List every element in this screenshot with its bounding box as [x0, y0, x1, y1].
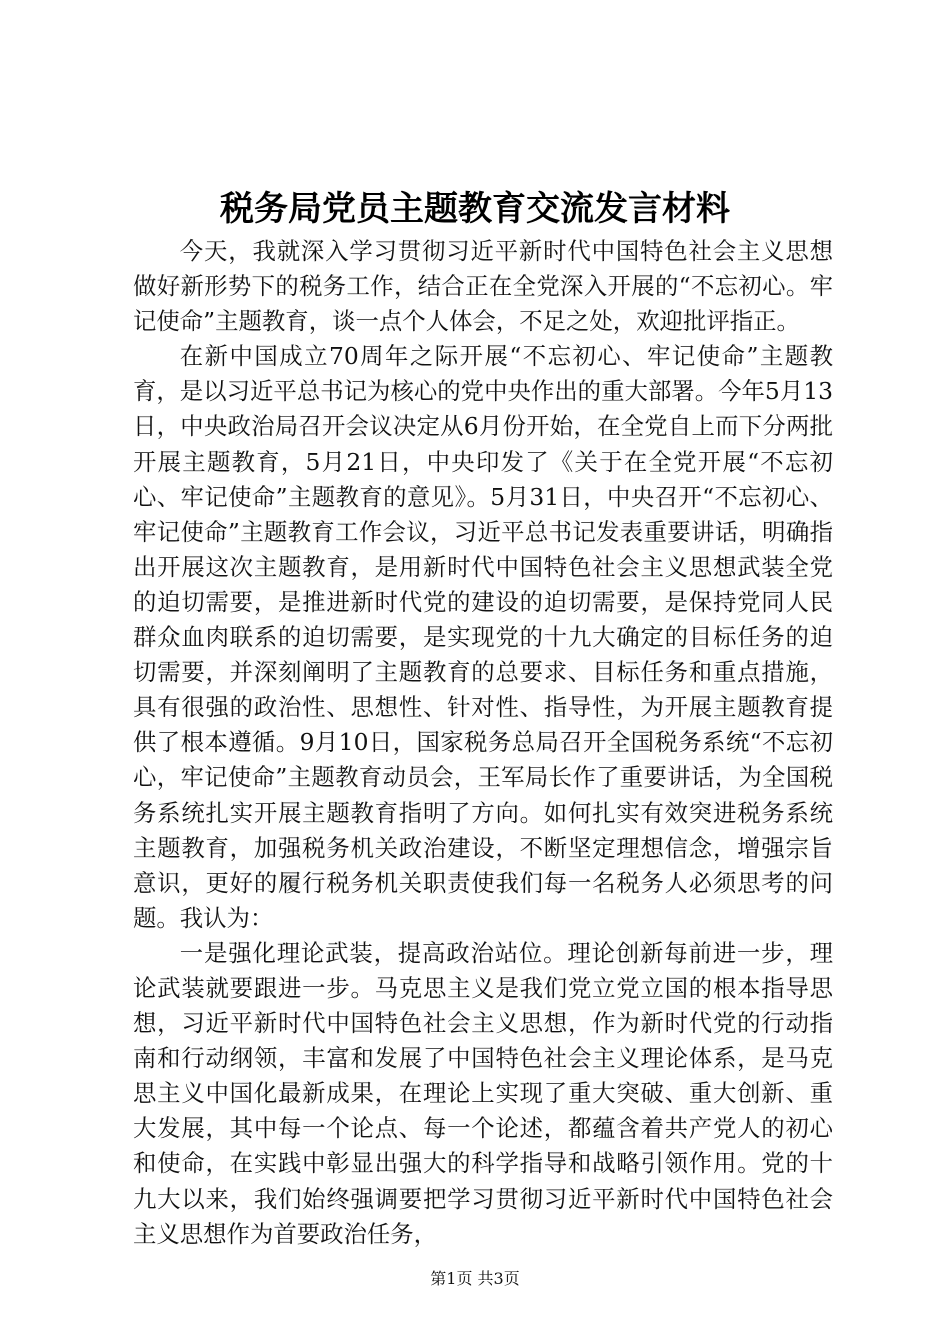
paragraph-point-one: 一是强化理论武装，提高政治站位。理论创新每前进一步，理论武装就要跟进一步。马克思主义是我们党立党立国的根本指导思想，习近平新时代中国特色社会主义思想，作为新时代党的行动指南和行动纲领，丰富和发展了中国特色社会主义理论体系，是马克思主义中国化最新成果，在理论上实现了重大突破、重大创新、重大发展，其中每一个论点、每一个论述，都蕴含着共产党人的初心和使命，在实践中彰显出强大的科学指导和战略引领作用。党的十九大以来，我们始终强调要把学习贯彻习近平新时代中国特色社会主义思想作为首要政治任务，: [133, 938, 833, 1248]
document-body: [133, 234, 833, 1252]
paragraph-background: 在新中国成立70周年之际开展“不忘初心、牢记使命”主题教育，是以习近平总书记为核心的党中央作出的重大部署。今年5月13日，中央政治局召开会议决定从6月份开始，在全党自上而下分两批开展主题教育，5月21日，中央印发了《关于在全党开展“不忘初心、牢记使命”主题教育的意见》。5月31日，中央召开“不忘初心、牢记使命”主题教育工作会议，习近平总书记发表重要讲话，明确指出开展这次主题教育，是用新时代中国特色社会主义思想武装全党的迫切需要，是推进新时代党的建设的迫切需要，是保持党同人民群众血肉联系的迫切需要，是实现党的十九大确定的目标任务的迫切需要，并深刻阐明了主题教育的总要求、目标任务和重点措施，具有很强的政治性、思想性、针对性、指导性，为开展主题教育提供了根本遵循。9月10日，国家税务总局召开全国税务系统“不忘初心，牢记使命”主题教育动员会，王军局长作了重要讲话，为全国税务系统扎实开展主题教育指明了方向。如何扎实有效突进税务系统主题教育，加强税务机关政治建设，不断坚定理想信念，增强宗旨意识，更好的履行税务机关职责使我们每一名税务人必须思考的问题。我认为：: [133, 342, 833, 932]
document-title: 税务局党员主题教育交流发言材料: [220, 189, 730, 229]
page-footer: 第1页 共3页: [430, 1269, 520, 1288]
paragraph-intro: 今天，我就深入学习贯彻习近平新时代中国特色社会主义思想做好新形势下的税务工作，结合正在全党深入开展的“不忘初心。牢记使命”主题教育，谈一点个人体会，不足之处，欢迎批评指正。: [133, 237, 833, 336]
